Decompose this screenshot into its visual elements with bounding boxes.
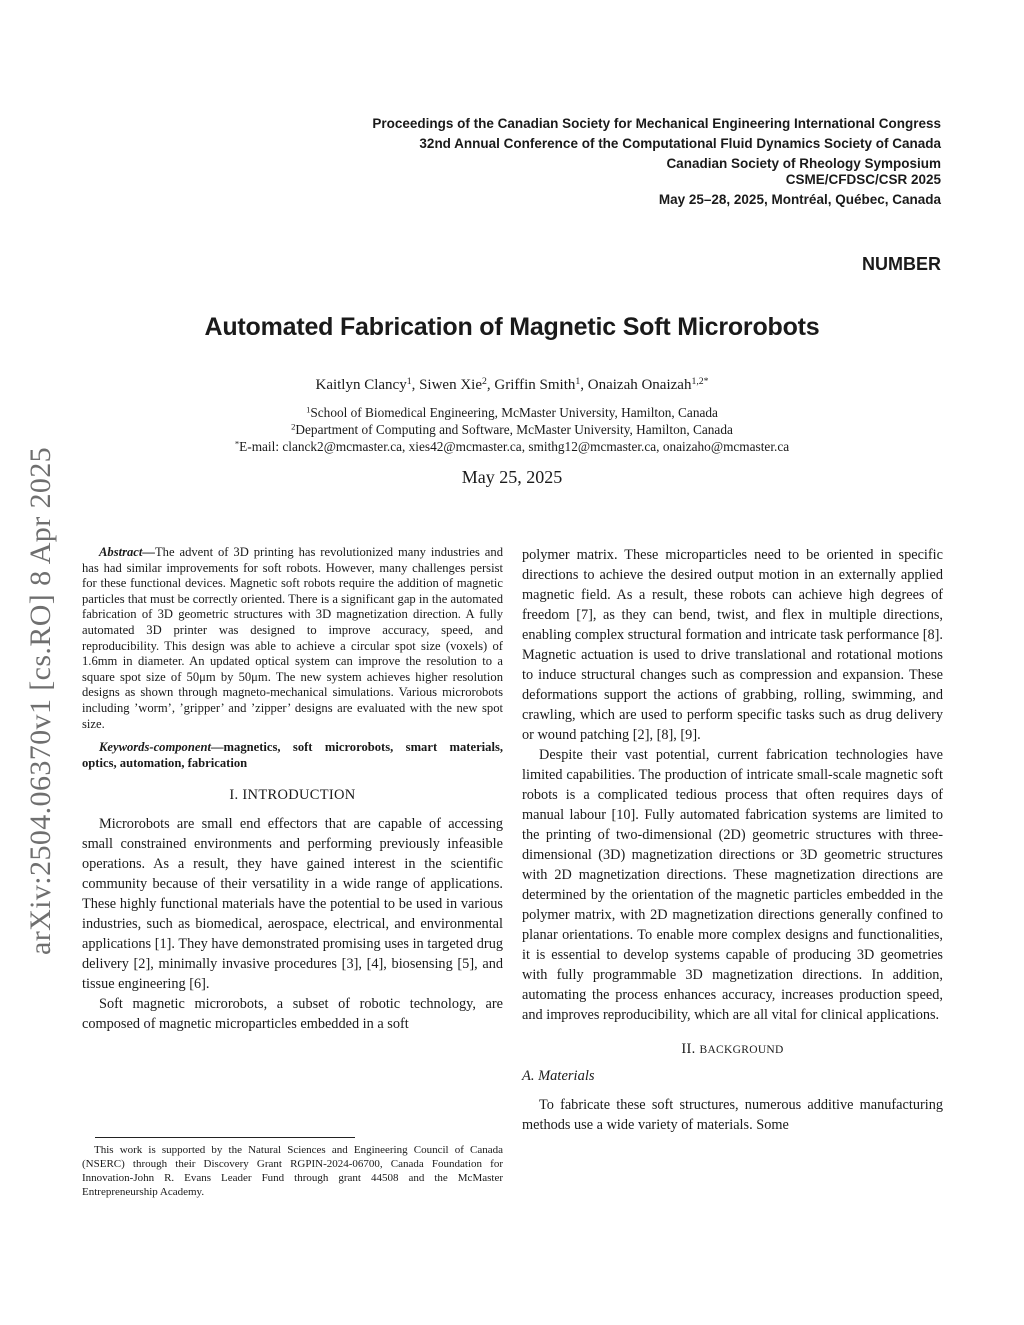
conference-dates: May 25–28, 2025, Montréal, Québec, Canada xyxy=(658,192,941,207)
author-sup: 2 xyxy=(482,376,487,388)
affiliation-sup: 1 xyxy=(306,404,311,415)
materials-paragraph-1: To fabricate these soft structures, numerous additive manufacturing methods use a wide variety of materials. Some xyxy=(522,1097,943,1133)
affiliation-text: Department of Computing and Software, McMaster University, Hamilton, Canada xyxy=(295,422,733,437)
affiliation-2 xyxy=(0,421,1024,438)
section-heading-background xyxy=(522,1041,943,1058)
abstract-text: The advent of 3D printing has revolutionized many industries and has had similar improvements for soft robots. However, many challenges persist for these functional devices. Magnetic soft robots require the addition of magnetic particles that must be correctly oriented. There is a significant gap in the automated fabrication of 3D geometric structures with 3D magnetization direction. A fully automated 3D printer was designed to improve accuracy, speed, and reproducibility. This design was able to achieve a circular spot size (voxels) of 1.6mm in diameter. An updated optical system can improve the resolution to a square spot size of 50μm by 50μm. The new system achieves higher resolution designs as shown through magneto-mechanical simulations. Various microrobots including ’worm’, ’gripper’ and ’zipper’ designs are evaluated with the new spot size. xyxy=(82,545,503,731)
keywords xyxy=(82,740,503,771)
affiliation-sup: * xyxy=(234,438,240,449)
section-numeral: II. xyxy=(681,1041,696,1057)
author-name: Griffin Smith xyxy=(494,377,576,393)
section-title: INTRODUCTION xyxy=(242,787,356,804)
author-list: Kaitlyn Clancy$^1$, Siwen Xie$^2$, Griffin Smith$^1$, Onaizah Onaizah$^{1,2*}$ xyxy=(315,376,709,393)
email-list: E-mail: clanck2@mcmaster.ca, xies42@mcmaster.ca, smithg12@mcmaster.ca, onaizaho@mcmaster.ca xyxy=(239,439,790,454)
intro-paragraph-2-continued: polymer matrix. These microparticles need to be oriented in specific directions to achieve the desired output motion in an externally applied magnetic field. As a result, these robots can achieve high degrees of freedom [7], as they can bend, twist, and flex in multiple directions, enabling complex structural formation and intricate task performance [8]. Magnetic actuation is used to drive translational and rotational motions to induce structural changes such as compression and expansion. These deformations support the actions of grabbing, rolling, swimming, and crawling, which are used to perform specific tasks such as drug delivery or wound patching [2], [8], [9]. xyxy=(522,547,943,743)
intro-paragraph-1: Microrobots are small end effectors that are capable of accessing small constrained environments and performing previously infeasible operations. As a result, they have gained interest in the scientific community because of their versatility in a wide range of applications. These highly functional materials have the potential to be used in various industries, such as biomedical, aerospace, electrical, and environmental applications [1]. They have demonstrated promising uses in targeted drug delivery [2], minimally invasive procedures [3], [4], biosensing [5], and tissue engineering [6]. xyxy=(82,816,503,993)
conference-name: CSME/CFDSC/CSR 2025 xyxy=(785,172,941,187)
author-sup: 1 xyxy=(575,376,581,388)
affiliation-sup: 2 xyxy=(291,421,296,432)
conference-block xyxy=(659,170,941,210)
proceedings-header xyxy=(372,114,941,174)
section-title: BACKGROUND xyxy=(699,1044,784,1056)
author-sup: 1 xyxy=(406,376,412,388)
affiliation-1 xyxy=(0,404,1024,421)
arxiv-stamp: arXiv:2504.06370v1 [cs.RO] 8 Apr 2025 xyxy=(24,446,57,955)
paper-number: NUMBER xyxy=(862,254,941,274)
proceedings-line-2: 32nd Annual Conference of the Computational Fluid Dynamics Society of Canada xyxy=(419,136,941,151)
author-name: Siwen Xie xyxy=(419,377,483,393)
author-sup: 1,2* xyxy=(691,376,709,388)
right-column xyxy=(522,545,943,1135)
author-name: Kaitlyn Clancy xyxy=(315,377,407,393)
affiliation-text: School of Biomedical Engineering, McMaster University, Hamilton, Canada xyxy=(310,405,718,420)
abstract xyxy=(82,545,503,732)
subsection-heading-materials: A. Materials xyxy=(522,1068,595,1084)
intro-paragraph-3: Despite their vast potential, current fabrication technologies have limited capabilities. The production of intricate small-scale magnetic soft robots is a complicated tedious process that often requires days of manual labour [10]. Fully automated fabrication systems are limited to the printing of two-dimensional (2D) geometric structures with three-dimensional (3D) magnetization directions or 3D geometric structures with 2D magnetization directions. These magnetization directions are determined by the orientation of the magnetic particles embedded in the polymer matrix, with 2D magnetization directions generally confined to planar orientations. To enable more complex designs and functionalities, it is essential to develop systems capable of producing 3D geometries with fully programmable 3D magnetization directions. In addition, automating the process enhances accuracy, increases production speed, and improves reproducibility, which are all vital for clinical applications. xyxy=(522,747,943,1023)
abstract-lead: Abstract— xyxy=(99,545,155,559)
affiliation-email xyxy=(0,438,1024,455)
author-name: Onaizah Onaizah xyxy=(587,377,692,393)
footnote-rule xyxy=(95,1137,355,1138)
intro-paragraph-2-start: Soft magnetic microrobots, a subset of robotic technology, are composed of magnetic microparticles embedded in a soft xyxy=(82,996,503,1033)
funding-footnote: This work is supported by the Natural Sciences and Engineering Council of Canada (NSERC) through their Discovery Grant RGPIN-2024-06700, Canada Foundation for Innovation-John R. Evans Leader Fund through grant 44508 and the McMaster Entrepreneurship Academy. xyxy=(82,1144,503,1198)
section-heading-introduction xyxy=(82,787,503,804)
left-column xyxy=(82,545,503,1034)
keywords-lead: Keywords-component— xyxy=(99,740,224,755)
paper-date: May 25, 2025 xyxy=(461,467,563,487)
keywords-text: magnetics, soft microrobots, smart materials, optics, automation, fabrication xyxy=(82,740,503,770)
paper-title: Automated Fabrication of Magnetic Soft Microrobots xyxy=(204,313,820,341)
proceedings-line-1: Proceedings of the Canadian Society for Mechanical Engineering International Congress xyxy=(372,116,941,131)
proceedings-line-3: Canadian Society of Rheology Symposium xyxy=(666,156,941,171)
section-numeral: I. xyxy=(229,787,239,804)
